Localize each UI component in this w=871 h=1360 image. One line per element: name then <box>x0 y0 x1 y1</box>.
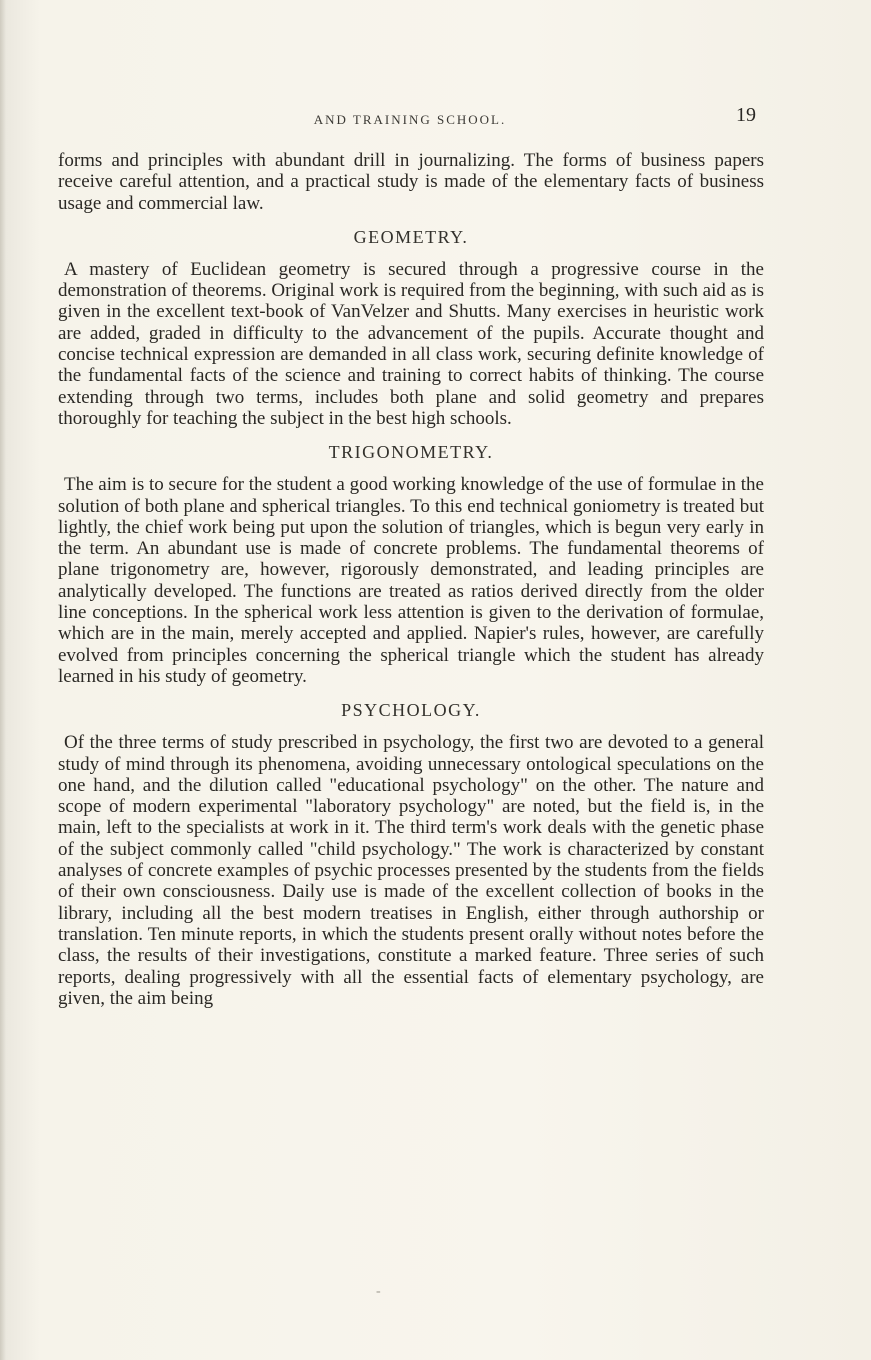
section-heading-psychology: PSYCHOLOGY. <box>341 700 481 721</box>
page-number: 19 <box>736 104 756 126</box>
intro-paragraph: forms and principles with abundant drill in journalizing. The forms of business papers receive careful attention, and a practical study is made of the elementary facts of business usage and commercial law. <box>58 150 764 214</box>
running-title: AND TRAINING SCHOOL. <box>313 112 507 127</box>
page-binding-shadow <box>0 0 6 1360</box>
section-text-geometry: A mastery of Euclidean geometry is secured through a progressive course in the demonstration of theorems. Original work is required from the beginning, with such aid as is given in the excellent text-book of VanVelzer and Shutts. Many exercises in heuristic work are added, graded in difficulty to the advancement of the pupils. Accurate thought and concise technical expression are demanded in all class work, securing definite knowledge of the fundamental facts of the science and training to correct habits of thinking. The course extending through two terms, includes both plane and solid geometry and prepares thoroughly for teaching the subject in the best high schools. <box>58 258 764 429</box>
running-head <box>60 104 760 134</box>
footer-mark: - <box>376 1284 381 1299</box>
section-heading-trigonometry: TRIGONOMETRY. <box>328 442 494 463</box>
section-text-trigonometry: The aim is to secure for the student a good working knowledge of the use of formulae in the solution of both plane and spherical triangles. To this end technical goniometry is treated but lightly, the chief work being put upon the solution of triangles, which is begun very early in the term. An abundant use is made of concrete problems. The fundamental theorems of plane trigonometry are, however, rigorously demonstrated, and leading principles are analytically developed. The functions are treated as ratios derived directly from the older line conceptions. In the spherical work less attention is given to the derivation of formulae, which are in the main, merely accepted and applied. Napier's rules, however, are carefully evolved from principles concerning the spherical triangle which the student has already learned in his study of geometry. <box>58 474 764 687</box>
section-text-psychology: Of the three terms of study prescribed in psychology, the first two are devoted to a general study of mind through its phenomena, avoiding unnecessary ontological speculations on the one hand, and the dilution called "educational psychology" on the other. The nature and scope of modern experimental "laboratory psychology" are noted, but the field is, in the main, left to the specialists at work in it. The third term's work deals with the genetic phase of the subject commonly called "child psychology." The work is characterized by constant analyses of concrete examples of psychic processes presented by the students from the fields of their own consciousness. Daily use is made of the excellent collection of books in the library, including all the best modern treatises in English, either through authorship or translation. Ten minute reports, in which the students present orally without notes before the class, the results of their investigations, constitute a marked feature. Three series of such reports, dealing progressively with all the essential facts of elementary psychology, are given, the aim being <box>58 732 764 1009</box>
section-heading-geometry: GEOMETRY. <box>353 226 469 247</box>
body-text <box>58 150 764 1009</box>
